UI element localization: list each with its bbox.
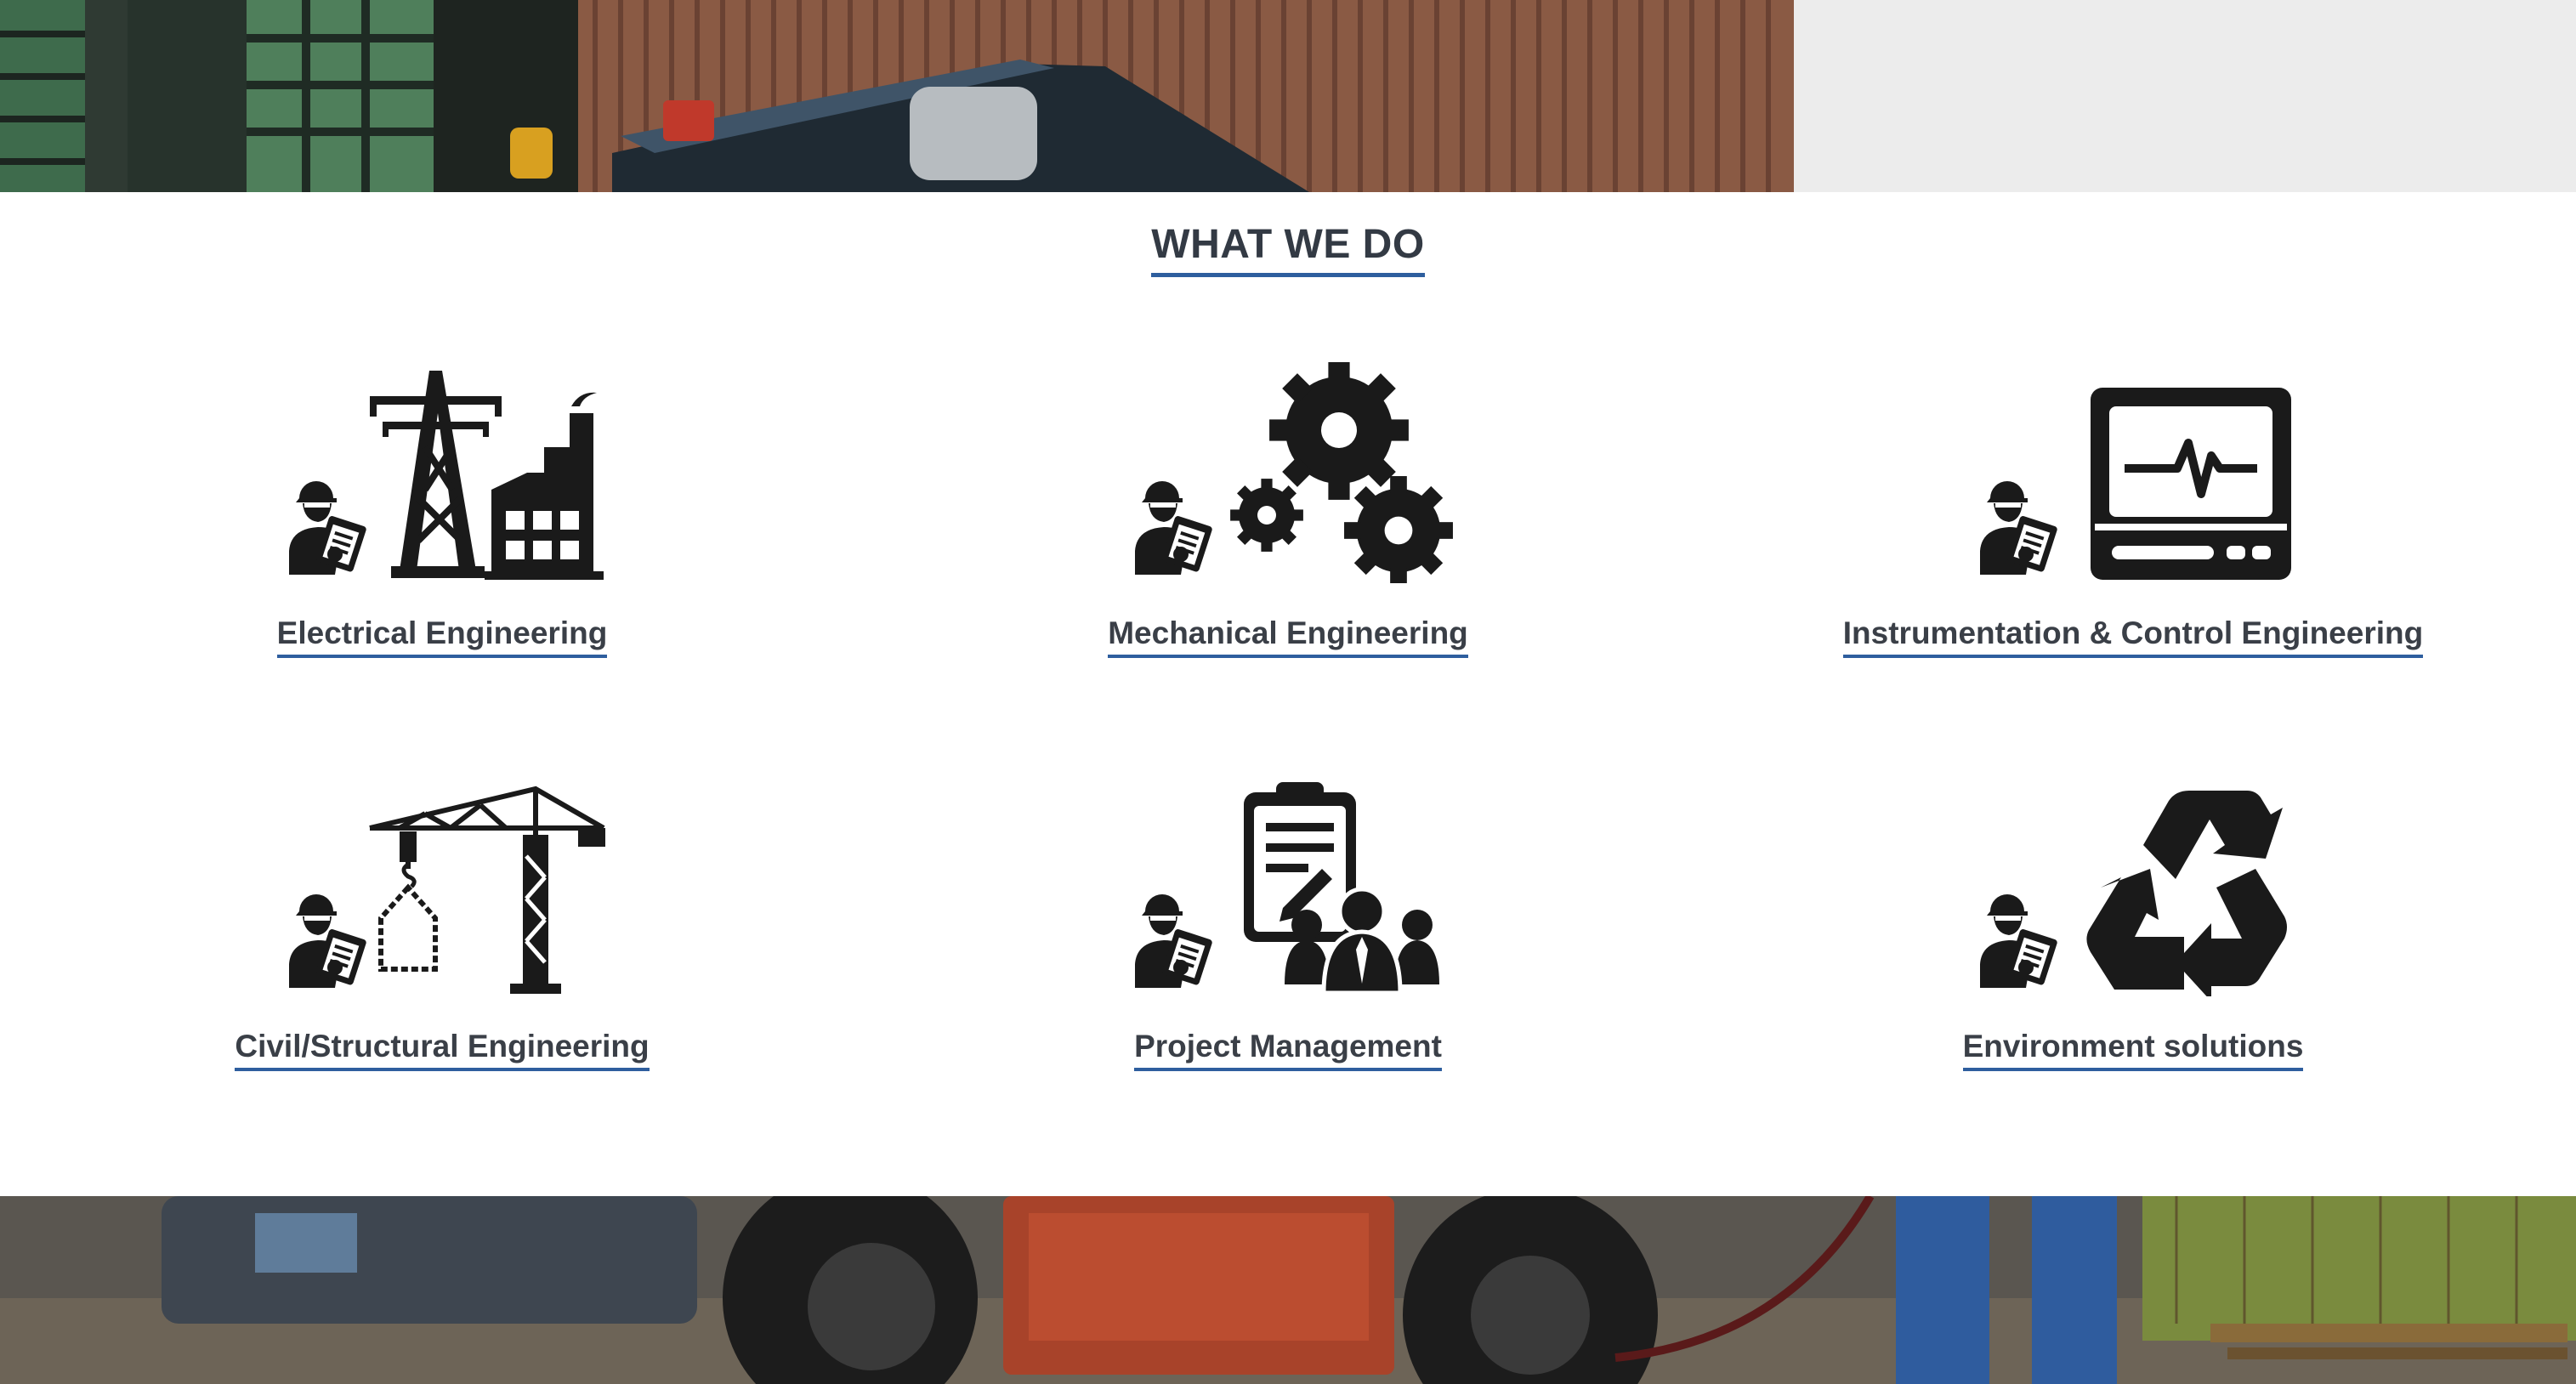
service-environment[interactable] [1750, 775, 2516, 1071]
service-label-instrumentation[interactable]: Instrumentation & Control Engineering [1843, 615, 2423, 658]
service-label-environment[interactable]: Environment solutions [1963, 1029, 2304, 1071]
hero-background-bottom [0, 1196, 2576, 1384]
section-title-wrapper [0, 221, 2576, 277]
clipboard-team-icon [1109, 775, 1467, 996]
recycle-icon [1955, 775, 2312, 996]
service-mechanical[interactable] [905, 362, 1671, 658]
service-label-mechanical[interactable]: Mechanical Engineering [1108, 615, 1468, 658]
what-we-do-section [0, 192, 2576, 1196]
monitor-pulse-icon [1955, 362, 2312, 583]
service-civil[interactable] [60, 775, 825, 1071]
electrical-tower-factory-icon [264, 362, 621, 583]
section-title: WHAT WE DO [1151, 221, 1424, 277]
hero-background-top [0, 0, 2576, 192]
crane-icon [264, 775, 621, 996]
service-instrumentation[interactable] [1750, 362, 2516, 658]
service-label-civil[interactable]: Civil/Structural Engineering [235, 1029, 649, 1071]
service-label-project-management[interactable]: Project Management [1134, 1029, 1442, 1071]
gears-icon [1109, 362, 1467, 583]
service-label-electrical[interactable]: Electrical Engineering [277, 615, 608, 658]
service-project-management[interactable] [905, 775, 1671, 1071]
service-electrical[interactable] [60, 362, 825, 658]
